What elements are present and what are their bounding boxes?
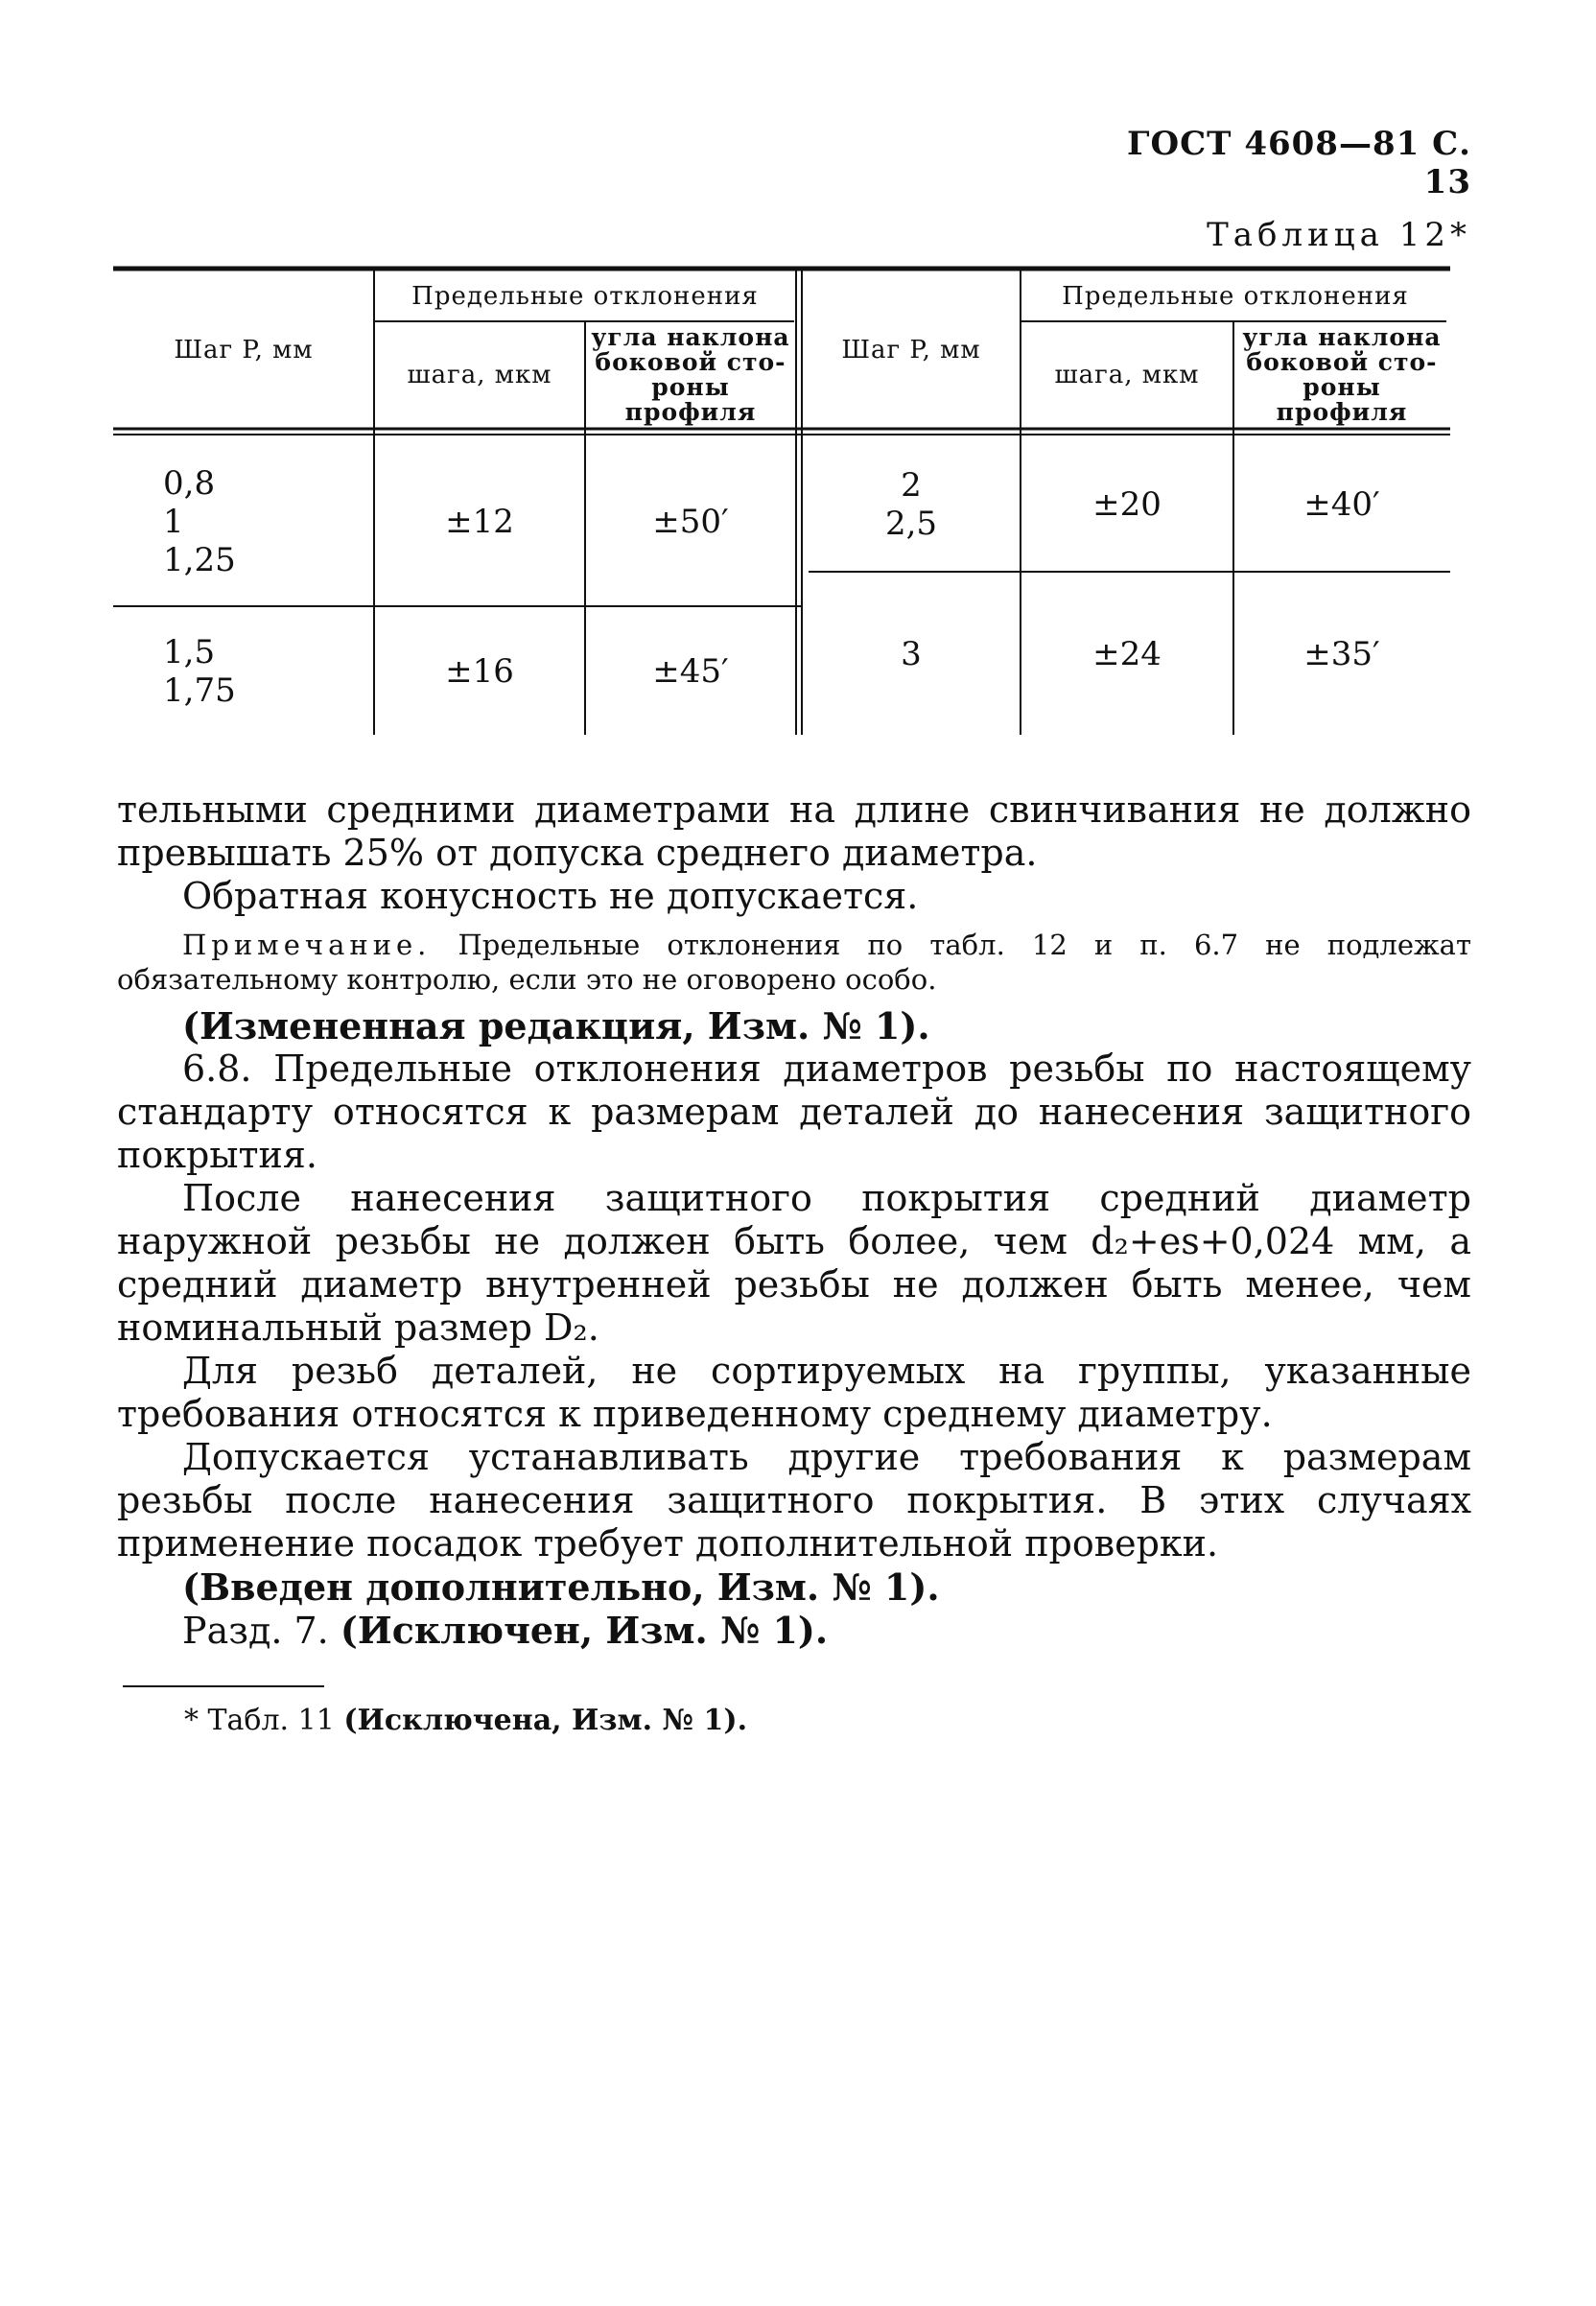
- amendment-note: (Измененная редакция, Изм. № 1).: [182, 1004, 930, 1047]
- paragraph: Обратная конусность не допускается.: [182, 875, 919, 917]
- step-column-header-left: Шаг P, мм: [174, 335, 314, 365]
- table-cell-steps: 3: [901, 635, 922, 673]
- table-cell-angle-dev: ±35′: [1303, 635, 1380, 673]
- body-text: [117, 788, 1471, 1653]
- paragraph: После нанесения защитного покрытия средний диаметр наружной резьбы не должен быть более, чем d₂+es+0,024 мм, а средний диаметр внутренней резьбы не должен быть менее, чем номинальный размер D₂.: [117, 1177, 1471, 1349]
- running-header: ГОСТ 4608—81 С. 13: [1127, 125, 1471, 201]
- note: [117, 928, 1471, 997]
- section-note: [117, 1609, 1471, 1653]
- table-cell-angle-dev: ±45′: [652, 652, 729, 691]
- table-cell-angle-dev: ±50′: [652, 502, 729, 541]
- table-cell-steps: 0,8 1 1,25: [163, 463, 236, 579]
- footnote-rule: [123, 1685, 324, 1687]
- table-cell-step-dev: ±24: [1092, 635, 1162, 673]
- note-text: Предельные отклонения по табл. 12 и п. 6.7 не подлежат обязательному контролю, если это не оговорено особо.: [117, 929, 1471, 996]
- paragraph: тельными средними диаметрами на длине свинчивания не должно превышать 25% от допуска среднего диаметра.: [117, 788, 1471, 874]
- footnote-prefix: * Табл. 11: [184, 1704, 344, 1737]
- step-dev-header-right: шага, мкм: [1054, 361, 1200, 389]
- limit-group-header-right: Предельные отклонения: [1062, 281, 1409, 311]
- step-column-header-right: Шаг P, мм: [841, 335, 981, 365]
- note-label: Примечание.: [182, 929, 432, 961]
- limit-group-header-left: Предельные отклонения: [411, 281, 759, 311]
- table-cell-step-dev: ±12: [445, 502, 514, 541]
- table-cell-step-dev: ±16: [445, 652, 514, 691]
- paragraph: 6.8. Предельные отклонения диаметров резьбы по настоящему стандарту относятся к размерам деталей до нанесения защитного покрытия.: [117, 1047, 1471, 1176]
- table-cell-angle-dev: ±40′: [1303, 484, 1380, 524]
- table-cell-steps: 2 2,5: [884, 465, 938, 543]
- footnote: [184, 1704, 747, 1737]
- footnote-status: (Исключена, Изм. № 1).: [343, 1704, 748, 1737]
- paragraph: Для резьб деталей, не сортируемых на группы, указанные требования относятся к приведенному среднему диаметру.: [117, 1350, 1471, 1435]
- section-status: (Исключен, Изм. № 1).: [340, 1609, 829, 1652]
- table-cell-step-dev: ±20: [1092, 484, 1162, 524]
- angle-dev-header-right: угла наклона боковой сто- роны профиля: [1242, 323, 1442, 426]
- table-title: Таблица 12*: [1207, 216, 1471, 254]
- paragraph: Допускается устанавливать другие требования к размерам резьбы после нанесения защитного покрытия. В этих случаях применение посадок требует дополнительной проверки.: [117, 1436, 1471, 1565]
- section-prefix: Разд. 7.: [182, 1610, 340, 1652]
- table-cell-steps: 1,5 1,75: [163, 633, 236, 710]
- step-dev-header-left: шага, мкм: [407, 361, 552, 389]
- angle-dev-header-left: угла наклона боковой сто- роны профиля: [591, 323, 790, 426]
- amendment-note: (Введен дополнительно, Изм. № 1).: [182, 1565, 940, 1609]
